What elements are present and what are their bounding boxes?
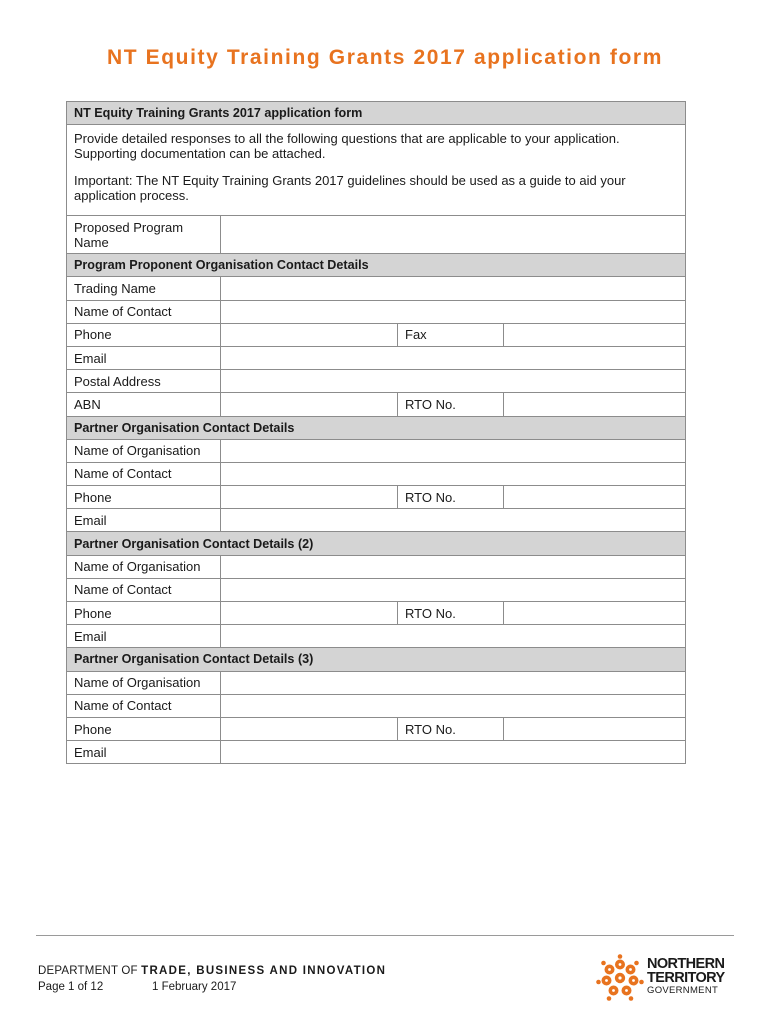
contact-name-label: Name of Contact xyxy=(67,578,221,601)
rto-field[interactable] xyxy=(504,717,686,740)
rto-field[interactable] xyxy=(504,393,686,416)
partner-1-org-row xyxy=(67,439,686,462)
organisation-name-field[interactable] xyxy=(221,439,686,462)
contact-name-field[interactable] xyxy=(221,578,686,601)
contact-name-label: Name of Contact xyxy=(67,462,221,485)
partner-1-contact-row xyxy=(67,462,686,485)
phone-field[interactable] xyxy=(221,323,398,346)
fax-label: Fax xyxy=(398,323,504,346)
rto-label: RTO No. xyxy=(398,393,504,416)
phone-field[interactable] xyxy=(221,602,398,625)
proponent-email-row xyxy=(67,346,686,369)
logo-line-government: GOVERNMENT xyxy=(647,985,719,996)
contact-name-label: Name of Contact xyxy=(67,300,221,323)
contact-name-field[interactable] xyxy=(221,300,686,323)
rto-label: RTO No. xyxy=(398,486,504,509)
footer-divider xyxy=(36,935,734,936)
logo-wordmark xyxy=(647,957,725,996)
page-number: Page 1 of 12 xyxy=(38,981,104,993)
organisation-name-label: Name of Organisation xyxy=(67,671,221,694)
partner-3-org-row xyxy=(67,671,686,694)
partner-3-heading: Partner Organisation Contact Details (3) xyxy=(67,648,686,671)
partner-2-phone-row xyxy=(67,602,686,625)
proponent-abn-row xyxy=(67,393,686,416)
proponent-heading-row xyxy=(67,254,686,277)
email-field[interactable] xyxy=(221,625,686,648)
rto-field[interactable] xyxy=(504,486,686,509)
partner-3-contact-row xyxy=(67,694,686,717)
proponent-postal-row xyxy=(67,370,686,393)
phone-label: Phone xyxy=(67,323,221,346)
form-header: NT Equity Training Grants 2017 application form xyxy=(67,102,686,125)
postal-address-field[interactable] xyxy=(221,370,686,393)
document-date: 1 February 2017 xyxy=(152,981,237,993)
organisation-name-label: Name of Organisation xyxy=(67,439,221,462)
proposed-program-field[interactable] xyxy=(221,216,686,254)
logo-line-northern: NORTHERN xyxy=(647,956,725,972)
contact-name-field[interactable] xyxy=(221,694,686,717)
email-label: Email xyxy=(67,741,221,764)
organisation-name-field[interactable] xyxy=(221,671,686,694)
organisation-name-field[interactable] xyxy=(221,555,686,578)
application-form-table xyxy=(66,101,686,764)
partner-2-contact-row xyxy=(67,578,686,601)
rto-label: RTO No. xyxy=(398,717,504,740)
page-title: NT Equity Training Grants 2017 application form xyxy=(107,46,663,69)
proponent-heading: Program Proponent Organisation Contact Details xyxy=(67,254,686,277)
form-header-row xyxy=(67,102,686,125)
contact-name-label: Name of Contact xyxy=(67,694,221,717)
partner-2-heading-row xyxy=(67,532,686,555)
partner-1-heading: Partner Organisation Contact Details xyxy=(67,416,686,439)
organisation-name-label: Name of Organisation xyxy=(67,555,221,578)
nt-government-flower-icon xyxy=(596,954,644,1002)
proponent-trading-name-row xyxy=(67,277,686,300)
partner-2-email-row xyxy=(67,625,686,648)
nt-government-logo xyxy=(596,954,741,1004)
department-name: TRADE, BUSINESS AND INNOVATION xyxy=(141,965,387,977)
proponent-phone-row xyxy=(67,323,686,346)
rto-label: RTO No. xyxy=(398,602,504,625)
department-prefix: DEPARTMENT OF xyxy=(38,965,142,977)
contact-name-field[interactable] xyxy=(221,462,686,485)
intro-paragraph-1: Provide detailed responses to all the following questions that are applicable to your application. Supporting documentation can be attached. xyxy=(74,131,620,162)
intro-paragraph-2: Important: The NT Equity Training Grants 2017 guidelines should be used as a guide to aid your application process. xyxy=(74,173,626,204)
partner-3-phone-row xyxy=(67,717,686,740)
intro-row xyxy=(67,125,686,216)
abn-field[interactable] xyxy=(221,393,398,416)
partner-1-heading-row xyxy=(67,416,686,439)
proposed-program-label: Proposed Program Name xyxy=(67,216,221,254)
email-field[interactable] xyxy=(221,346,686,369)
partner-1-phone-row xyxy=(67,486,686,509)
email-label: Email xyxy=(67,625,221,648)
partner-1-email-row xyxy=(67,509,686,532)
intro-cell xyxy=(67,125,686,216)
email-label: Email xyxy=(67,346,221,369)
trading-name-field[interactable] xyxy=(221,277,686,300)
partner-2-org-row xyxy=(67,555,686,578)
fax-field[interactable] xyxy=(504,323,686,346)
phone-field[interactable] xyxy=(221,717,398,740)
phone-field[interactable] xyxy=(221,486,398,509)
footer-department xyxy=(38,965,386,977)
proponent-contact-row xyxy=(67,300,686,323)
email-field[interactable] xyxy=(221,741,686,764)
partner-2-heading: Partner Organisation Contact Details (2) xyxy=(67,532,686,555)
partner-3-email-row xyxy=(67,741,686,764)
postal-address-label: Postal Address xyxy=(67,370,221,393)
email-label: Email xyxy=(67,509,221,532)
phone-label: Phone xyxy=(67,717,221,740)
phone-label: Phone xyxy=(67,602,221,625)
partner-3-heading-row xyxy=(67,648,686,671)
proposed-program-row xyxy=(67,216,686,254)
phone-label: Phone xyxy=(67,486,221,509)
abn-label: ABN xyxy=(67,393,221,416)
trading-name-label: Trading Name xyxy=(67,277,221,300)
email-field[interactable] xyxy=(221,509,686,532)
rto-field[interactable] xyxy=(504,602,686,625)
logo-line-territory: TERRITORY xyxy=(647,970,725,986)
